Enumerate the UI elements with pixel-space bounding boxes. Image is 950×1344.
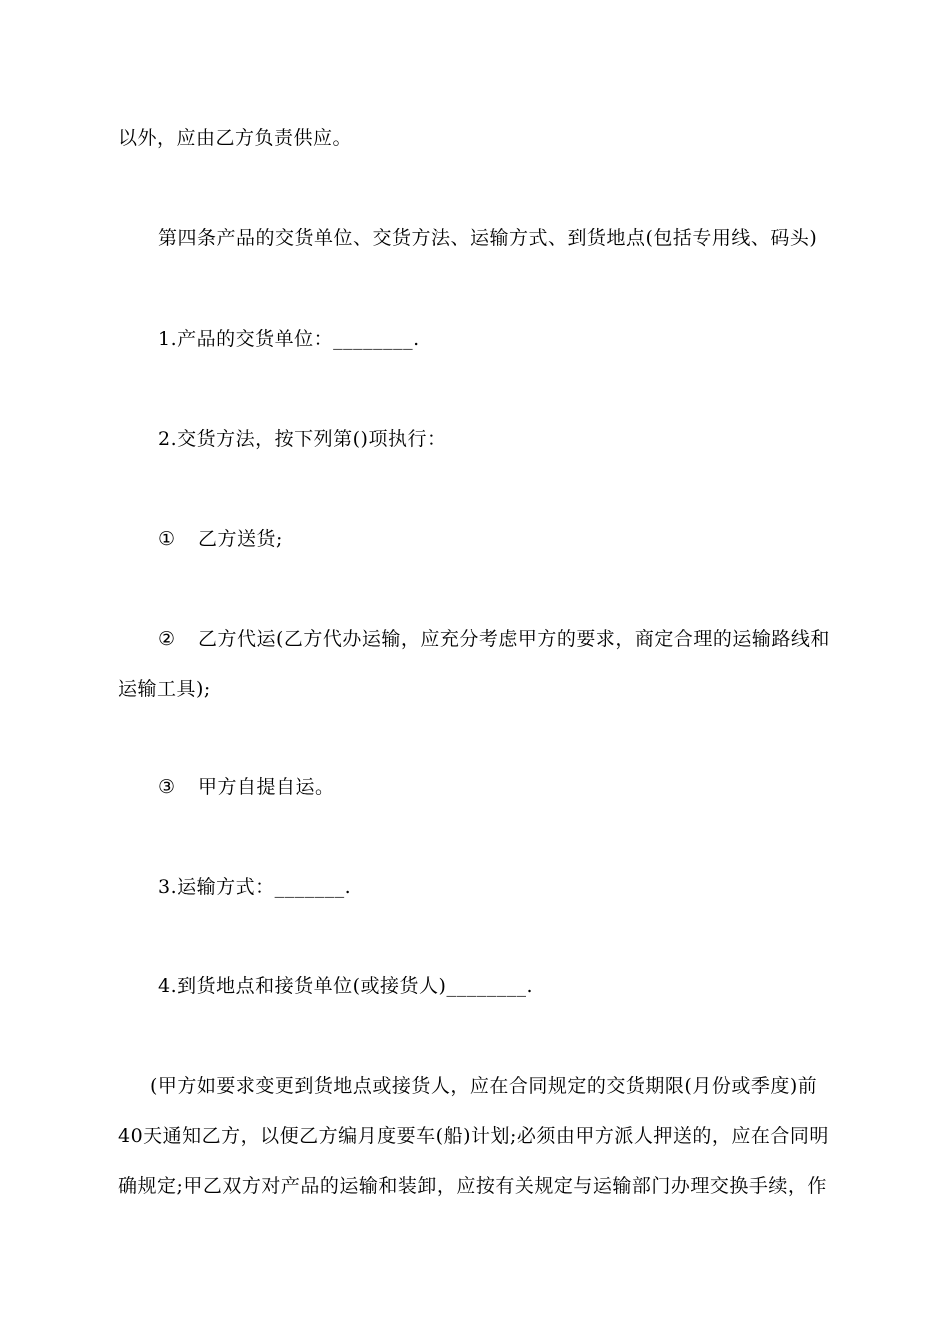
option-marker: ③ <box>158 776 176 798</box>
note-paragraph-line-1: (甲方如要求变更到货地点或接货人，应在合同规定的交货期限(月份或季度)前 <box>150 1075 818 1097</box>
option-text: 甲方自提自运。 <box>198 776 335 798</box>
note-paragraph-line-2: 40天通知乙方，以便乙方编月度要车(船)计划;必须由甲方派人押送的，应在合同明 <box>118 1125 829 1147</box>
clause-delivery-unit: 1.产品的交货单位：________. <box>158 328 420 350</box>
option-item-3 <box>158 775 872 799</box>
option-text: 乙方代运(乙方代办运输，应充分考虑甲方的要求，商定合理的运输路线和 <box>198 628 830 650</box>
paragraph-continuation: 以外，应由乙方负责供应。 <box>118 127 353 149</box>
option-item-2 <box>158 627 872 651</box>
article-heading: 第四条产品的交货单位、交货方法、运输方式、到货地点(包括专用线、码头) <box>158 227 818 249</box>
option-item-2-continuation: 运输工具); <box>118 678 211 700</box>
option-item-1 <box>158 527 872 551</box>
note-paragraph-line-3: 确规定;甲乙双方对产品的运输和装卸，应按有关规定与运输部门办理交换手续，作 <box>118 1175 827 1197</box>
clause-arrival-location: 4.到货地点和接货单位(或接货人)________. <box>158 975 533 997</box>
option-marker: ① <box>158 528 176 550</box>
clause-delivery-method: 2.交货方法，按下列第()项执行： <box>158 428 447 450</box>
clause-transport-method: 3.运输方式：_______. <box>158 876 352 898</box>
option-marker: ② <box>158 628 176 650</box>
option-text: 乙方送货; <box>198 528 283 550</box>
